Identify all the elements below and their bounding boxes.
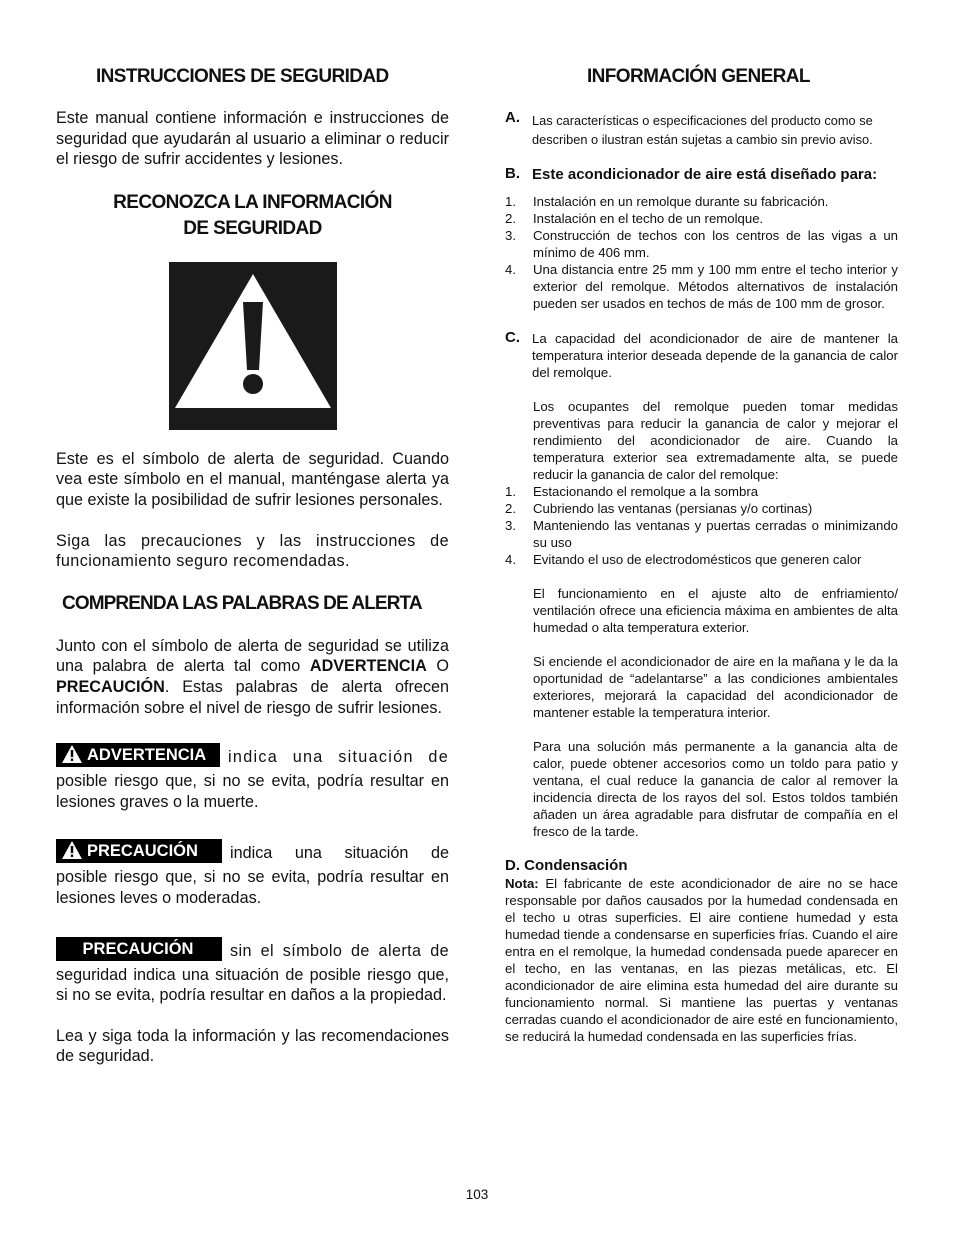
heading-safety-instructions: INSTRUCCIONES DE SEGURIDAD [96, 66, 389, 87]
list-item: 2. Instalación en el techo de un remolque. [505, 211, 764, 226]
warning-badge: ADVERTENCIA [56, 743, 220, 767]
follow-precautions: Siga las precauciones y las instrucciones de funcionamiento seguro recomendadas. [56, 531, 449, 571]
closing-paragraph: Lea y siga toda la información y las recomendaciones de seguridad. [56, 1026, 449, 1066]
heading-general-information: INFORMACIÓN GENERAL [587, 66, 810, 87]
symbol-description: Este es el símbolo de alerta de seguridad. Cuando vea este símbolo en el manual, manténgase alerta ya que existe la posibilidad de sufrir lesiones personales. [56, 449, 449, 509]
caution-badge: PRECAUCIÓN [56, 839, 222, 863]
section-a-text: Las características o especificaciones del producto como se describen o ilustran están sujetas a cambio sin previo aviso. [532, 113, 873, 147]
heading-signal-words: COMPRENDA LAS PALABRAS DE ALERTA [62, 592, 422, 614]
caution-badge-no-symbol: PRECAUCIÓN [56, 937, 222, 961]
note-label: Nota: [505, 876, 539, 891]
alert-triangle-icon [62, 745, 82, 763]
list-item: 4. Una distancia entre 25 mm y 100 mm entre el techo interior y exterior del remolque. Métodos alternativos de instalación pueden ser usados en techos de más de 100 mm de grosor. [505, 262, 898, 311]
section-d-text: Nota: El fabricante de este acondicionador de aire no se hace responsable por daños causados por la humedad condensada en el techo u otras superficies. El aire contiene humedad y esta humedad tiende a condensarse en superficies frías. Cuando el aire entra en el remolque, la humedad condensada puede aparecer en el techo, en las ventanas, en las piezas metálicas, etc. El acondicionador de aire elimina esta humedad del aire durante su funcionamiento normal. Si mantiene las puertas y ventanas cerradas cuando el acondicionador de aire esté en funcionamiento, se reducirá la humedad condensada en las superficies frías. [505, 876, 898, 1044]
section-c [505, 329, 898, 381]
section-c-list [505, 483, 898, 568]
section-b [505, 165, 898, 184]
list-item: 3. Construcción de techos con los centros de las vigas a un mínimo de 406 mm. [505, 228, 898, 260]
section-letter-c: C. [505, 329, 520, 346]
warning-definition: ADVERTENCIA indica una situación de posible riesgo que, si no se evita, podría resultar en lesiones graves o la muerte. [56, 747, 449, 812]
page-number: 103 [465, 1187, 489, 1202]
list-item: 3. Manteniendo las ventanas y puertas cerradas o minimizando su uso [505, 518, 898, 550]
list-item: 1. Estacionando el remolque a la sombra [505, 484, 759, 499]
list-item: 4. Evitando el uso de electrodomésticos que generen calor [505, 552, 862, 567]
section-c-paragraph-2: Los ocupantes del remolque pueden tomar medidas preventivas para reducir la ganancia de calor y mejorar el rendimiento del acondicionador de aire. Cuando la temperatura exterior sea extremadamente alta, se puede reducir la ganancia de calor del remolque: [533, 399, 898, 482]
list-item: 1. Instalación en un remolque durante su fabricación. [505, 194, 829, 209]
signal-words-paragraph: Junto con el símbolo de alerta de seguridad se utiliza una palabra de alerta tal como ADVERTENCIA O PRECAUCIÓN. Estas palabras de alerta ofrecen información sobre el nivel de riesgo de sufrir lesiones. [56, 636, 450, 717]
section-a [505, 109, 898, 149]
section-c-text: La capacidad del acondicionador de aire de mantener la temperatura interior deseada depende de la ganancia de calor del remolque. [532, 331, 898, 380]
section-b-heading: Este acondicionador de aire está diseñado para: [532, 166, 878, 183]
safety-alert-triangle-icon [169, 262, 337, 430]
right-column [505, 66, 898, 1045]
heading-recognize-safety-info [56, 190, 449, 242]
section-letter-b: B. [505, 165, 520, 182]
heading-line-1: RECONOZCA LA INFORMACIÓN [113, 191, 392, 213]
property-caution-definition: PRECAUCIÓN sin el símbolo de alerta de seguridad indica una situación de posible riesgo que, si no se evita, podría resultar en daños a la propiedad. [56, 941, 449, 1006]
left-column [56, 66, 449, 1067]
signal-word-warning: ADVERTENCIA [309, 657, 427, 676]
section-d-heading: D. Condensación [505, 857, 628, 874]
safety-alert-symbol [56, 262, 449, 430]
list-item: 2. Cubriendo las ventanas (persianas y/o cortinas) [505, 501, 813, 516]
section-letter-a: A. [505, 109, 520, 126]
section-c-paragraph-3: El funcionamiento en el ajuste alto de enfriamiento/ ventilación ofrece una eficiencia máxima en ambientes de alta humedad o alta temperatura exterior. [533, 586, 898, 635]
section-c-paragraph-4: Si enciende el acondicionador de aire en la mañana y le da la oportunidad de “adelantarse” a las condiciones ambientales exteriores, mejorará la capacidad del acondicionador de mantener estable la temperatura interior. [533, 654, 898, 720]
section-b-list [505, 193, 898, 312]
signal-word-caution: PRECAUCIÓN [56, 677, 165, 696]
intro-paragraph: Este manual contiene información e instrucciones de seguridad que ayudarán al usuario a eliminar o reducir el riesgo de sufrir accidentes y lesiones. [56, 109, 449, 169]
alert-triangle-icon [62, 841, 82, 859]
section-c-paragraph-5: Para una solución más permanente a la ganancia alta de calor, puede obtener accesorios como un toldo para patio y ventana, el cual reduce la ganancia de calor al remover la incidencia directa de los rayos del sol. Estos toldos también añaden un área agradable para disfrutar de compañía en el fresco de la tarde. [533, 739, 898, 839]
caution-definition: PRECAUCIÓN indica una situación de posible riesgo que, si no se evita, podría resultar en lesiones leves o moderadas. [56, 843, 449, 908]
heading-line-2: DE SEGURIDAD [183, 217, 322, 239]
